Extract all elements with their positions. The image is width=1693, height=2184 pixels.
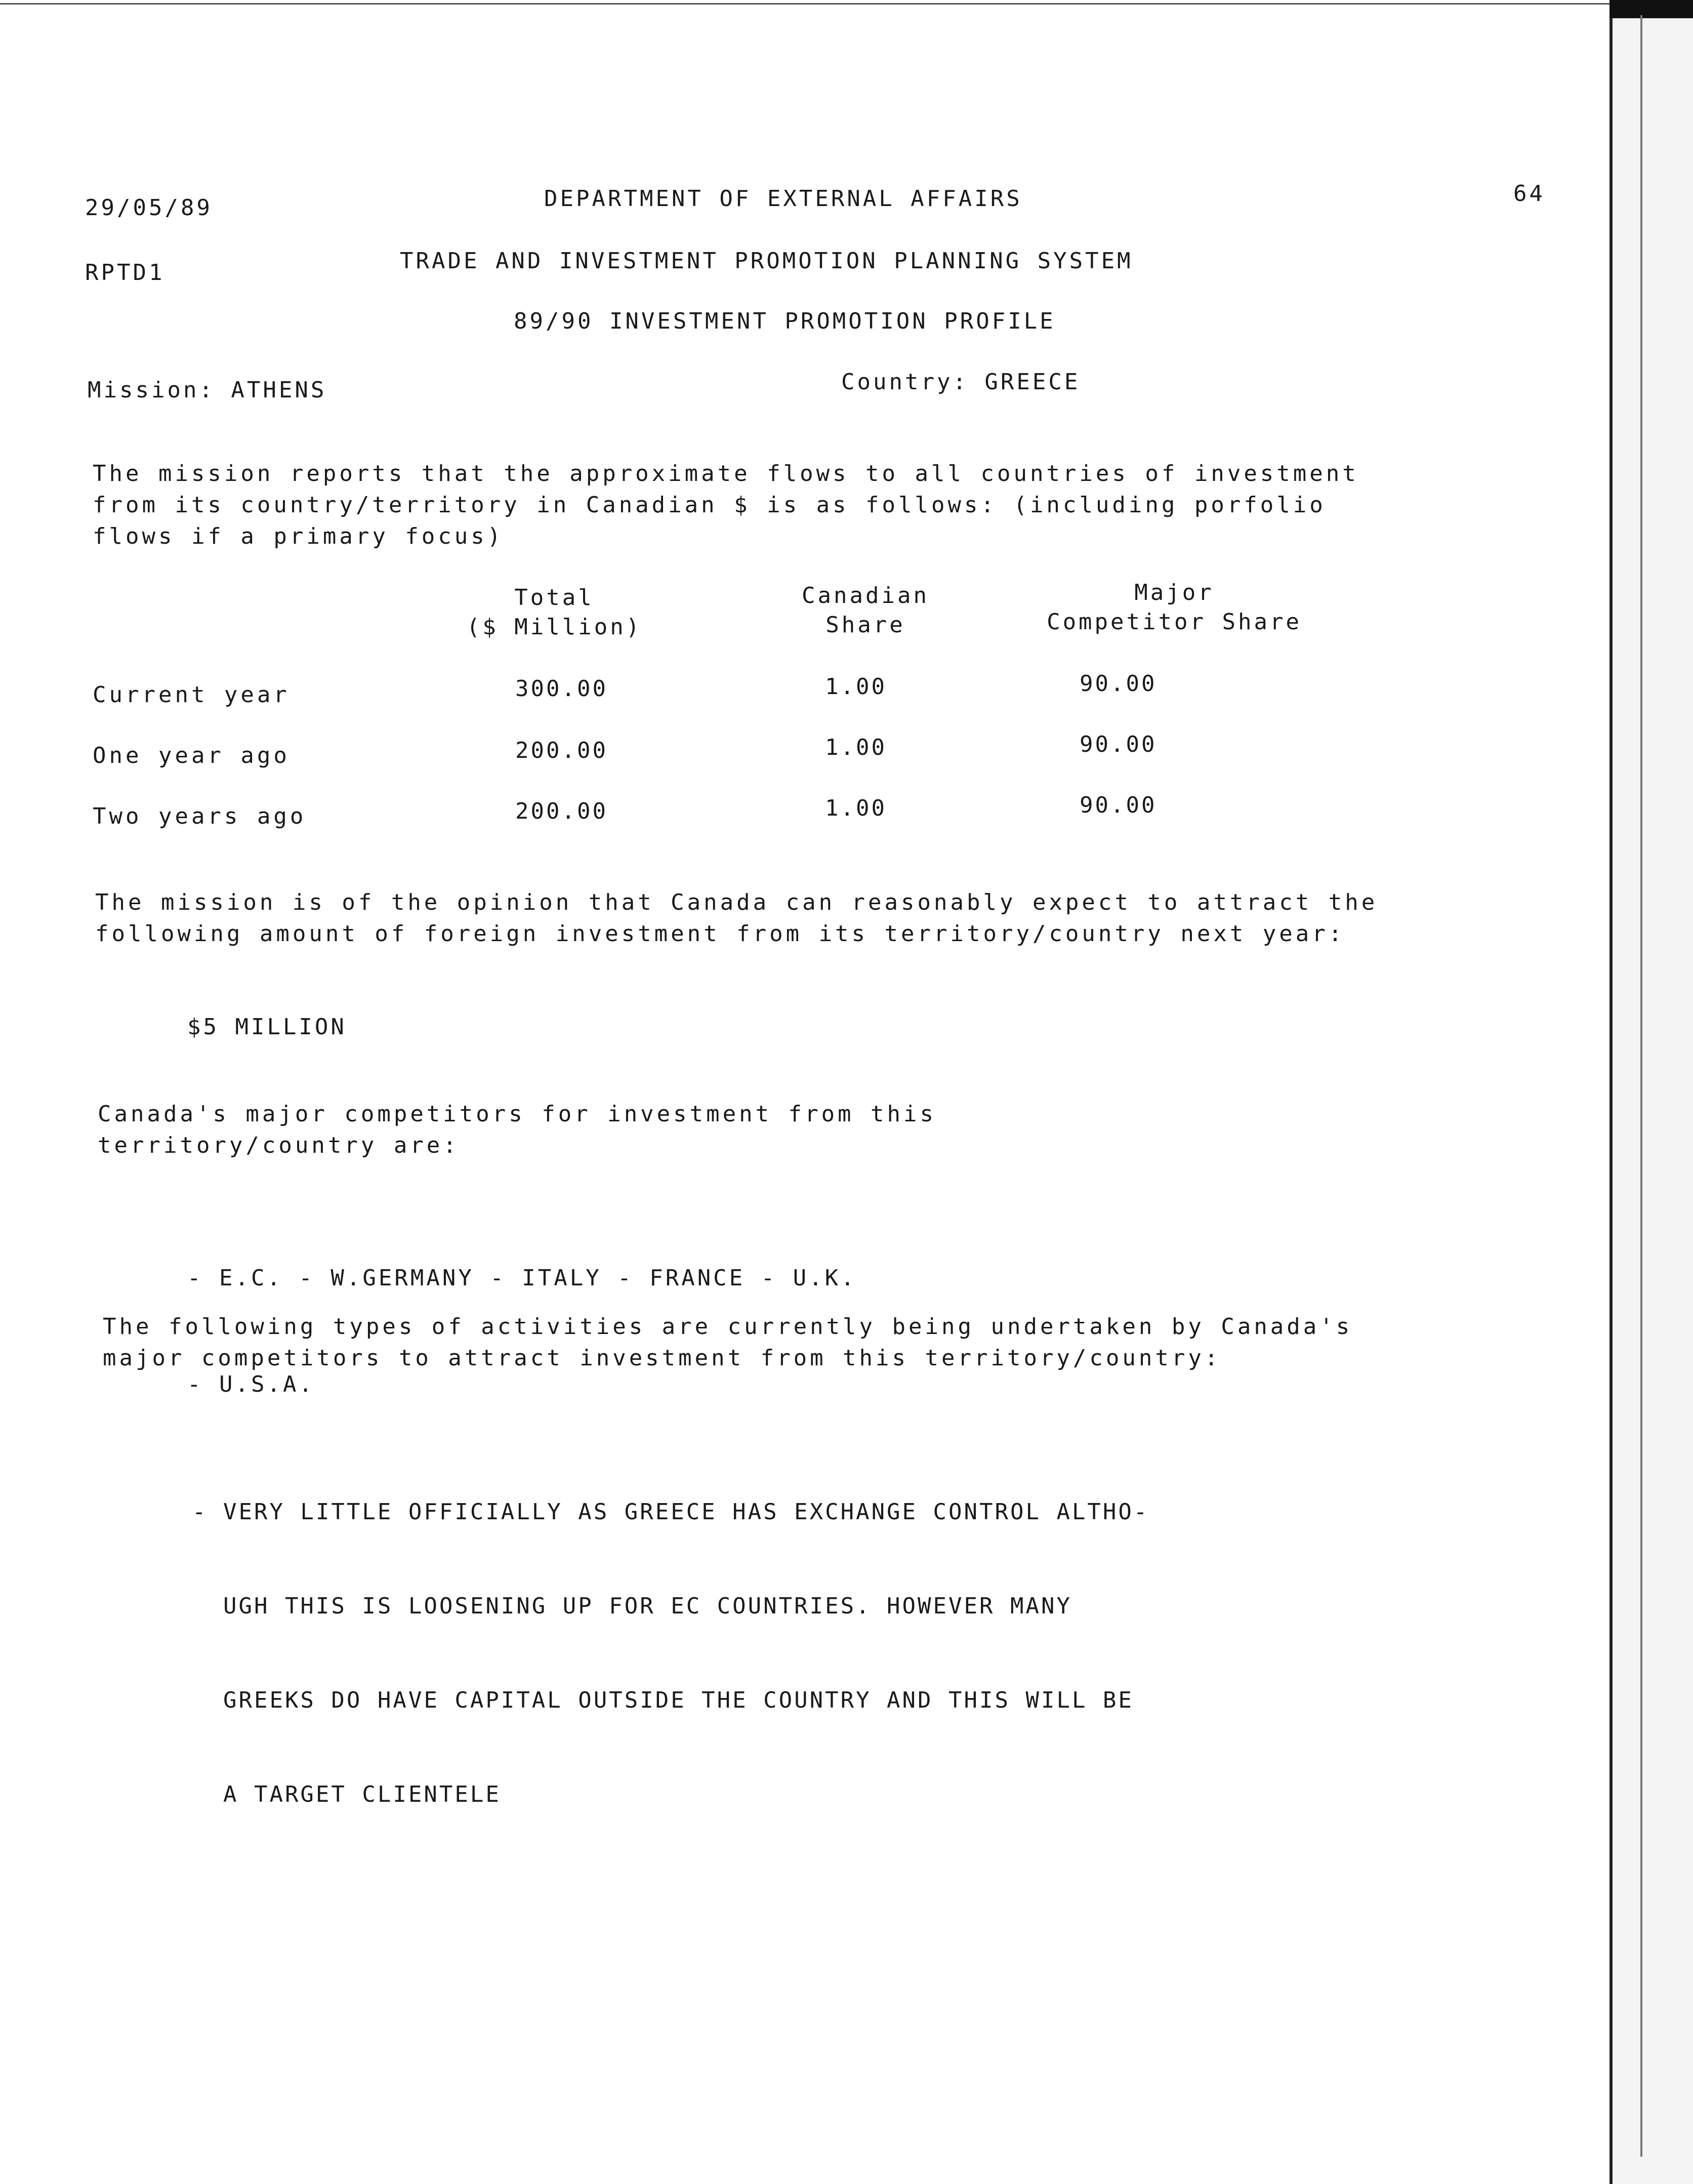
column-header-total-line2: ($ Million)	[466, 614, 642, 640]
list-item: A TARGET CLIENTELE	[192, 1782, 501, 1807]
department-name: DEPARTMENT OF EXTERNAL AFFAIRS	[544, 186, 1022, 212]
column-header-major-line2: Competitor Share	[1047, 609, 1302, 635]
cell-total: 200.00	[515, 738, 608, 763]
column-header-total-line1: Total	[514, 585, 594, 611]
mission-value: ATHENS	[231, 377, 327, 403]
cell-competitor-share: 90.00	[1080, 732, 1157, 757]
column-header-canadian-share	[764, 581, 967, 640]
column-header-major-competitor	[1012, 578, 1336, 637]
country-value: GREECE	[984, 369, 1081, 395]
profile-title: 89/90 INVESTMENT PROMOTION PROFILE	[514, 308, 1056, 334]
row-label: Two years ago	[93, 803, 307, 829]
row-label: One year ago	[93, 743, 290, 769]
competitors-text: Canada's major competitors for investment from this territory/country are:	[98, 1101, 937, 1158]
column-header-canadian-line2: Share	[825, 612, 905, 638]
report-code: RPTD1	[85, 260, 165, 286]
activities-list	[192, 1434, 1149, 1873]
cell-canadian-share: 1.00	[825, 735, 887, 760]
row-label: Current year	[93, 682, 290, 708]
system-title: TRADE AND INVESTMENT PROMOTION PLANNING SYSTEM	[400, 248, 1133, 274]
mission-label: Mission:	[88, 377, 215, 403]
cell-competitor-share: 90.00	[1080, 671, 1157, 697]
column-header-major-line1: Major	[1134, 580, 1214, 605]
list-item: - E.C. - W.GERMANY - ITALY - FRANCE - U.K.	[187, 1265, 857, 1291]
column-header-total	[445, 583, 663, 642]
binding-cap	[1609, 0, 1693, 18]
page-binding-edge	[1609, 0, 1693, 2184]
flows-intro: The mission reports that the approximate flows to all countries of investment from its country/territory in Canadian $ is as follows: (including porfolio flows if a primary focus)	[93, 461, 1359, 549]
expectation-text: The mission is of the opinion that Canada can reasonably expect to attract the following amount of foreign investment from its territory/country next year:	[95, 889, 1378, 947]
expected-amount: $5 MILLION	[187, 1014, 347, 1040]
cell-total: 300.00	[515, 676, 608, 702]
cell-total: 200.00	[515, 798, 608, 824]
list-item: - U.S.A.	[187, 1371, 315, 1397]
binding-line	[1640, 15, 1642, 2157]
list-item: GREEKS DO HAVE CAPITAL OUTSIDE THE COUNTRY AND THIS WILL BE	[192, 1687, 1134, 1713]
list-item: UGH THIS IS LOOSENING UP FOR EC COUNTRIES. HOWEVER MANY	[192, 1593, 1072, 1619]
scan-edge-line	[0, 3, 1609, 5]
cell-canadian-share: 1.00	[825, 795, 887, 821]
mission-line	[88, 375, 326, 406]
country-label: Country:	[841, 369, 969, 395]
country-line	[841, 367, 1080, 398]
column-header-canadian-line1: Canadian	[802, 583, 929, 609]
cell-competitor-share: 90.00	[1080, 792, 1157, 818]
list-item: - VERY LITTLE OFFICIALLY AS GREECE HAS EXCHANGE CONTROL ALTHO-	[192, 1499, 1149, 1525]
page-number: 64	[1513, 181, 1545, 207]
report-date: 29/05/89	[85, 195, 213, 221]
cell-canadian-share: 1.00	[825, 674, 887, 700]
activities-text: The following types of activities are currently being undertaken by Canada's major competitors to attract investment from this territory/country:	[103, 1314, 1353, 1371]
